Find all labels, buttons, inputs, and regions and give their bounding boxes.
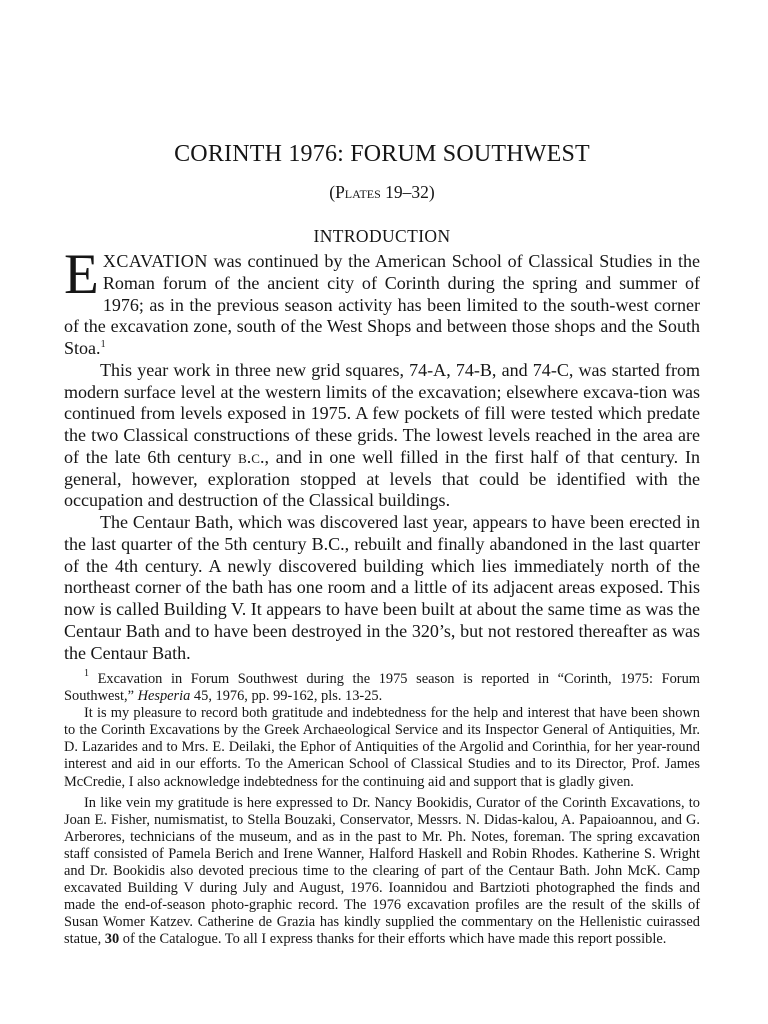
paragraph-2-text-b: , and in one well filled in the first half of that century. In general, however, exploration stopped at levels that could be identified with the occupation and destruction of the Classical buildings. bbox=[64, 446, 700, 511]
paragraph-3: The Centaur Bath, which was discovered last year, appears to have been erected in the last quarter of the 5th century B.C., rebuilt and finally abandoned in the last quarter of the 4th century. A newly discovered building which lies immediately north of the northeast corner of the bath has one room and a little of its adjacent areas exposed. This now is called Building V. It appears to have been built at about the same time as was the Centaur Bath and to have been destroyed in the 320’s, but not restored thereafter as was the Centaur Bath. bbox=[64, 512, 700, 663]
paragraph-2 bbox=[64, 360, 700, 512]
footnote-1-text-b: 45, 1976, pp. 99-162, pls. 13-25. bbox=[190, 688, 383, 705]
plates-range: 19–32) bbox=[380, 182, 435, 202]
acknowledgement-2 bbox=[64, 795, 700, 949]
bc-abbreviation: b.c. bbox=[238, 446, 265, 467]
article-title: CORINTH 1976: FORUM SOUTHWEST bbox=[174, 141, 590, 167]
drop-cap: E bbox=[64, 243, 99, 306]
acknowledgement-1: It is my pleasure to record both gratitude and indebtedness for the help and interest that have been shown to the Corinth Excavations by the Greek Archaeological Service and its Inspector General of Antiquities, Mr. D. Lazarides and to Mrs. E. Deilaki, the Ephor of Antiquities of the Argolid and Corinthia, for her year-round interest and aid in our efforts. To the American School of Classical Studies and to its Director, Prof. James McCredie, I also acknowledge indebtedness for the continuing aid and support that is gladly given. bbox=[64, 705, 700, 790]
catalogue-number: 30 bbox=[104, 931, 120, 948]
footnote-mark-1: 1 bbox=[84, 668, 89, 679]
section-heading: INTRODUCTION bbox=[313, 226, 451, 246]
journal-name: Hesperia bbox=[137, 688, 191, 705]
acknowledgement-2-text-b: of the Catalogue. To all I express thanks for their efforts which have made this report possible. bbox=[119, 931, 667, 948]
paragraph-1 bbox=[64, 243, 700, 360]
footnote-1-text-a: Excavation in Forum Southwest during the 1975 season is reported in “Corinth, 1975: Forum Southwest,” bbox=[64, 671, 700, 705]
body-text bbox=[64, 243, 700, 664]
lead-in-caps: XCAVATION bbox=[102, 251, 208, 271]
footnote-ref-1[interactable]: 1 bbox=[100, 339, 106, 350]
plates-label: Plates bbox=[335, 182, 381, 202]
acknowledgement-2-text-a: In like vein my gratitude is here expressed to Dr. Nancy Bookidis, Curator of the Corinth Excavations, to Joan E. Fisher, numismatist, to Stella Bouzaki, Conservator, Messrs. N. Didas-kalou, A. Papaioannou, and G. Arberores, technicians of the museum, and as in the past to Mr. Ph. Notes, foreman. The spring excavation staff consisted of Pamela Berich and Irene Wanner, Halford Haskell and Robin Rhodes. Katherine S. Wright and Dr. Bookidis also devoted precious time to the clearing of part of the Centaur Bath. John McK. Camp excavated Building V during July and August, 1976. Ioannidou and Bartzioti photographed the finds and made the end-of-season photo-graphic record. The 1976 excavation profiles are the result of the skills of Susan Womer Katzev. Catherine de Grazia has kindly supplied the commentary on the Hellenistic cuirassed statue, bbox=[64, 794, 700, 948]
plates-reference bbox=[64, 182, 700, 203]
footnotes bbox=[64, 668, 700, 949]
footnote-1 bbox=[64, 668, 700, 705]
paragraph-2-text-a: This year work in three new grid squares, 74-A, 74-B, and 74-C, was started from modern surface level at the western limits of the excavation; elsewhere excava-tion was continued from levels exposed in 1975. A few pockets of fill were tested which predate the two Classical constructions of these grids. The lowest levels reached in the area are of the late 6th century bbox=[64, 359, 700, 467]
paragraph-1-text: was continued by the American School of Classical Studies in the Roman forum of the ancient city of Corinth during the spring and summer of 1976; as in the previous season activity has been limited to the south-west corner of the excavation zone, south of the West Shops and between those shops and the South Stoa. bbox=[64, 251, 700, 358]
plates-open-paren: ( bbox=[329, 182, 336, 202]
